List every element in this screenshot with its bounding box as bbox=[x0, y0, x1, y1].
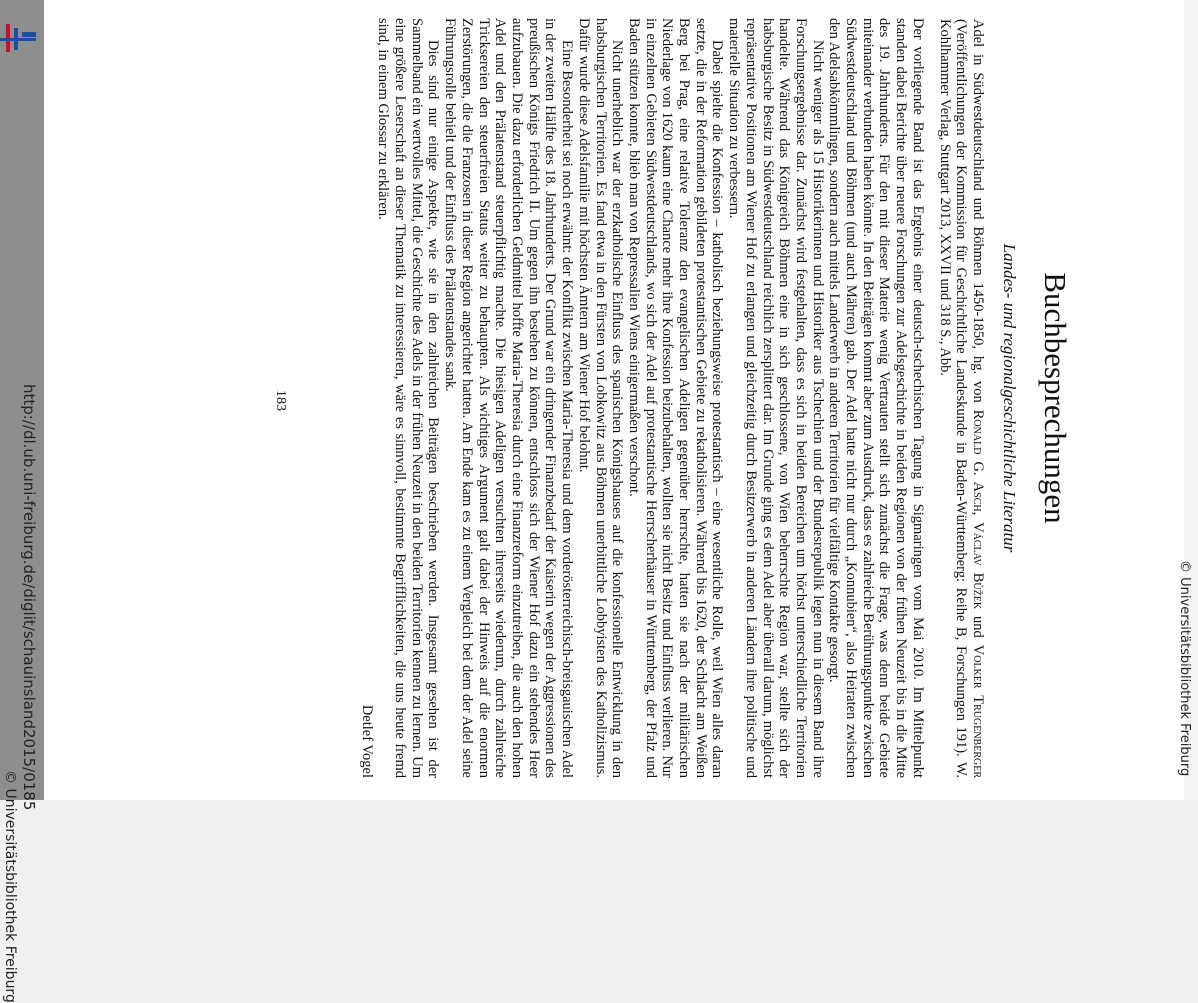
paragraph: Der vorliegende Band ist das Ergebnis einer deutsch-tschechischen Tagung in Sigmaringen vom Mai 2010. Im Mittelpunkt standen dabei Berichte über neuere Forschungen zur Adelsgeschichte in beiden Regionen von der frühen Neuzeit bis in die Mitte des 19. Jahrhunderts. Für den mit dieser Materie wenig Vertrauten stellt sich zunächst die Frage, was denn beide Gebiete miteinander verbunden haben könnte. In den Beiträgen kommt aber zum Ausdruck, dass es zahlreiche Berührungspunkte zwischen Südwestdeutschland und Böhmen (und auch Mähren) gab. Der Adel hatte nicht nur durch „Konnubien“, also Heiraten zwischen den Adelsabkömmlingen, sondern auch mittels Landerwerb in anderen Territorien für vielfältige Kontakte gesorgt. bbox=[826, 18, 926, 778]
rotated-page-content bbox=[260, 18, 1078, 778]
reference-editor-1: Ronald G. Asch bbox=[970, 409, 986, 512]
reference-sep-2: und bbox=[970, 609, 986, 645]
paragraph: Dies sind nur einige Aspekte, wie sie in den zahlreichen Beiträgen beschrieben werden. Insgesamt gesehen ist der Sammelband ein wertvolles Mittel, die Geschichte des Adels in der frühen Neuzeit in den beiden Territorien kennen zu lernen. Um eine größere Leserschaft an dieser Thematik zu interessieren, wäre es sinnvoll, bestimmte Begrifflichkeiten, die uns heute fremd sind, in einem Glossar zu erklären. bbox=[375, 18, 442, 778]
side-copyright-right: © Universitätsbibliothek Freiburg bbox=[1177, 560, 1192, 777]
page-subtitle: Landes- und regionalgeschichtliche Literatur bbox=[1000, 243, 1019, 553]
paragraph: Nicht unerheblich war der erzkatholische Einfluss des spanischen Königshauses auf die konfessionelle Entwicklung in den habsburgischen Territorien. Es fand etwa in den Fürsten von Lobkowitz aus Böhmen unerbittliche Lobbyisten des Katholizismus. Dafür wurde diese Adelsfamilie mit höchsten Ämtern am Wiener Hof belohnt. bbox=[575, 18, 626, 778]
review-author: Detlef Vogel bbox=[358, 704, 375, 778]
page-number: 183 bbox=[273, 390, 288, 411]
book-reference bbox=[936, 18, 986, 778]
paragraph: Dabei spielte die Konfession – katholisch beziehungsweise protestantisch – eine wesentliche Rolle, weil Wien alles daran setzte, die in der Reformation gebildeten protestantischen Gebiete zu rekatholisieren. Während bis 1620, der Schlacht am Weißen Berg bei Prag, eine relative Toleranz den evangelischen Adeligen gegenüber herrschte, hatten sie nach der militärischen Niederlage von 1620 kaum eine Chance mehr ihre Konfession beizubehalten, wollten sie nicht Besitz und Einfluss verlieren. Nur in einzelnen Gebieten Südwestdeutschlands, wo sich der Adel auf protestantische Herrscherhäuser in Württemberg, der Pfalz und Baden stützen konnte, blieb man von Repressalien Wiens einigermaßen verschont. bbox=[625, 18, 726, 778]
paragraph: Nicht weniger als 15 Historikerinnen und Historiker aus Tschechien und der Bundesrepublik legen nun in diesem Band ihre Forschungsergebnisse dar. Zunächst wird festgehalten, dass es sich in beiden Bereichen um höchst unterschiedliche Territorien handelte. Während das Königreich Böhmen eine in sich geschlossene, von Wien beherrschte Region war, stellte sich der habsburgische Besitz in Südwestdeutschland reichlich zersplittert dar. Im Grunde ging es dem Adel aber überall darum, möglichst repräsentative Positionen am Wiener Hof zu erlangen und gleichzeitig durch Besitzerwerb in anderen Ländern ihre politische und materielle Situation zu verbessern. bbox=[726, 18, 826, 778]
reference-sep-1: , bbox=[970, 511, 986, 523]
reference-before: Adel in Südwestdeutschland und Böhmen 1450-1850, hg. von bbox=[970, 19, 986, 410]
viewer-logo-icon[interactable] bbox=[0, 18, 40, 58]
reference-editor-2: Václav Bůžek bbox=[970, 522, 986, 610]
paragraph: Eine Besonderheit sei noch erwähnt: der Konflikt zwischen Maria-Theresia und dem vorderösterreichisch-breisgauischen Adel in der zweiten Hälfte des 18. Jahrhunderts. Der Grund war ein dringender Finanzbedarf der Kaiserin wegen der Aggressionen des preußischen Königs Friedrich II. Um gegen ihn bestehen zu können, entschloss sich der Wiener Hof dazu ein stehendes Heer aufzubauen. Die dazu erforderlichen Geldmittel hoffte Maria-Theresia durch eine Finanzreform einzutreiben, die auch den hohen Adel und den Prälatenstand steuerpflichtig machte. Die hiesigen Adeligen versuchten ihrerseits wiederum, durch zahlreiche Tricksereien den steuerfreien Status weiter zu behaupten. Als wichtiges Argument galt dabei der Hinweis auf die enormen Zerstörungen, die die Franzosen in dieser Region angerichtet hatten. Am Ende kam es zu einem Vergleich bei dem der Adel seine Führungsrolle behielt und der Einfluss des Prälatenstandes sank. bbox=[442, 18, 576, 778]
reference-after: (Veröffentlichungen der Kommission für Geschichtliche Landeskunde in Baden-Württemberg: Reihe B, Forschungen 191). W. Kohlhammer Verlag, Stuttgart 2013, XXVII und 318 S., Abb. bbox=[936, 19, 970, 778]
page-title: Buchbesprechungen bbox=[1038, 272, 1073, 524]
reference-editor-3: Volker Trugenberger bbox=[970, 644, 986, 778]
side-copyright: © Universitätsbibliothek Freiburg bbox=[2, 770, 18, 1003]
side-url[interactable]: http://dl.ub.uni-freiburg.de/diglit/schauinsland2015/0185 bbox=[20, 384, 38, 811]
